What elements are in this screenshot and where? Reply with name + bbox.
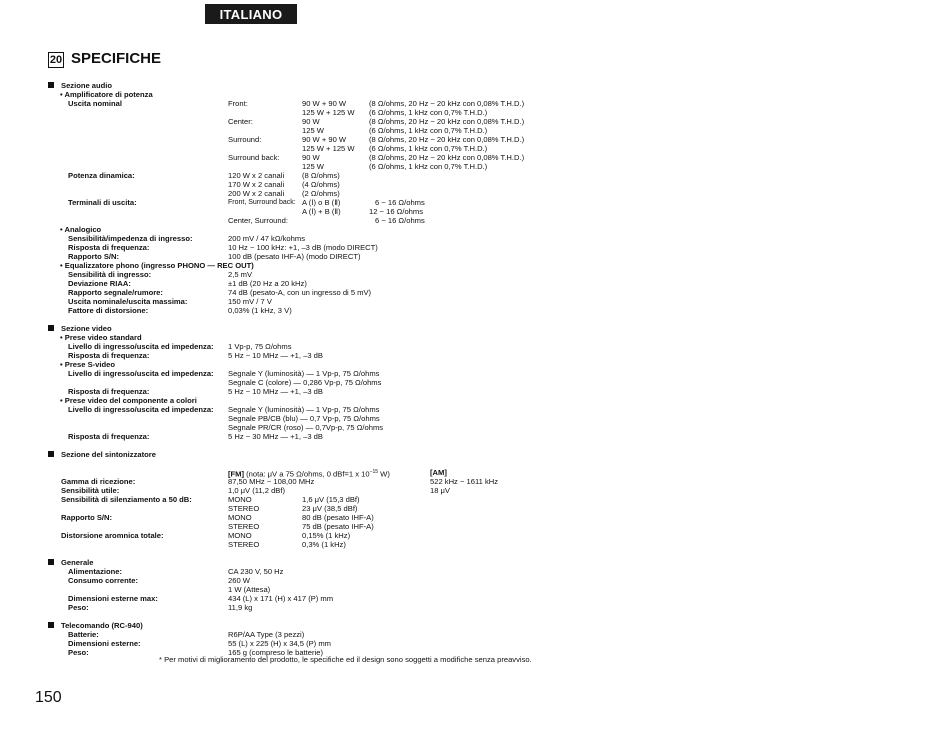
subheading: • Prese video del componente a colori [60,396,197,405]
spec-row: Livello di ingresso/uscita ed impedenza: Segnale Y (luminosità) — 1 Vp-p, 75 Ω/ohms [68,405,380,414]
spec-row: 1 W (Attesa) [228,585,271,594]
spec-row: STEREO 0,3% (1 kHz) [228,540,346,549]
spec-row: Livello di ingresso/uscita ed impedenza: Segnale Y (luminosità) — 1 Vp-p, 75 Ω/ohms [68,369,380,378]
spec-row: Segnale PR/CR (roso) — 0,7Vp-p, 75 Ω/ohms [228,423,384,432]
tuner-band-header: [FM] (nota: μV a 75 Ω/ohms, 0 dBf=1 x $10^{-15}$ W) [AM] [228,468,447,479]
subheading: • Analogico [60,225,102,234]
spec-row: Center: 90 W (8 Ω/ohms, 20 Hz ~ 20 kHz con 0,08% T.H.D.) [228,117,525,126]
spec-row: Rapporto S/N: MONO 80 dB (pesato IHF-A) [61,513,374,522]
spec-row: Potenza dinamica: 120 W x 2 canali (8 Ω/ohms) [68,171,340,180]
spec-row: Segnale C (colore) — 0,286 Vp-p, 75 Ω/ohms [228,378,382,387]
spec-row: Deviazione RIAA: ±1 dB (20 Hz a 20 kHz) [68,279,307,288]
bullet-square-icon [48,559,54,565]
spec-row: 125 W (6 Ω/ohms, 1 kHz con 0,7% T.H.D.) [302,126,488,135]
page-title: SPECIFICHE [71,50,162,67]
bullet-square-icon [48,325,54,331]
spec-row: 125 W + 125 W (6 Ω/ohms, 1 kHz con 0,7% T.H.D.) [302,144,488,153]
spec-row: Peso: 165 g (compreso le batterie) [68,648,323,657]
bullet-square-icon [48,451,54,457]
spec-row: Segnale PB/CB (blu) — 0,7 Vp-p, 75 Ω/ohms [228,414,380,423]
spec-row: Rapporto segnale/rumore: 74 dB (pesato-A, con un ingresso di 5 mV) [68,288,372,297]
bullet-square-icon [48,622,54,628]
footnote: * Per motivi di miglioramento del prodotto, le specifiche ed il design sono soggetti a modifiche senza preavviso. [159,655,532,664]
spec-row: Fattore di distorsione: 0,03% (1 kHz, 3 V) [68,306,292,315]
spec-row: STEREO 75 dB (pesato IHF-A) [228,522,374,531]
subheading: • Prese S-video [60,360,115,369]
spec-row: 200 W x 2 canali (2 Ω/ohms) [228,189,340,198]
spec-row: A (Ⅰ) + B (Ⅱ) 12 ~ 16 Ω/ohms [302,207,424,216]
spec-row: Peso: 11,9 kg [68,603,253,612]
subheading: • Equalizzatore phono (ingresso PHONO — REC OUT) [60,261,254,270]
spec-row: Risposta di frequenza: 5 Hz ~ 10 MHz — +1, –3 dB [68,387,323,396]
section-heading-audio: Sezione audio [0,81,950,90]
spec-row: Surround: 90 W + 90 W (8 Ω/ohms, 20 Hz ~ 20 kHz con 0,08% T.H.D.) [228,135,525,144]
section-heading-remote: Telecomando (RC-940) [0,621,950,630]
spec-content [0,81,950,657]
spec-row: Center, Surround: 6 ~ 16 Ω/ohms [228,216,425,225]
spec-row: Sensibilità di ingresso: 2,5 mV [68,270,253,279]
spec-row: Risposta di frequenza: 10 Hz ~ 100 kHz: +1, –3 dB (modo DIRECT) [68,243,378,252]
spec-row: Risposta di frequenza: 5 Hz ~ 30 MHz — +1, –3 dB [68,432,323,441]
spec-row: Risposta di frequenza: 5 Hz ~ 10 MHz — +1, –3 dB [68,351,323,360]
spec-row: 125 W (6 Ω/ohms, 1 kHz con 0,7% T.H.D.) [302,162,488,171]
section-number: 20 [49,54,63,66]
spec-row: Gamma di ricezione: 87,50 MHz ~ 108,00 MHz 522 kHz ~ 1611 kHz [61,477,499,486]
language-tab: ITALIANO [205,4,297,24]
spec-row: Dimensioni esterne: 55 (L) x 225 (H) x 34,5 (P) mm [68,639,331,648]
spec-row: Batterie: R6P/AA Type (3 pezzi) [68,630,305,639]
page-number: 150 [35,689,62,706]
subheading: • Amplificatore di potenza [60,90,153,99]
spec-row: Consumo corrente: 260 W [68,576,250,585]
spec-row: Distorsione aromnica totale: MONO 0,15% (1 kHz) [61,531,351,540]
subheading: • Prese video standard [60,333,142,342]
section-heading-video: Sezione video [0,324,950,333]
spec-row: Sensibilità utile: 1,0 μV (11,2 dBf) 18 μV [61,486,450,495]
spec-row: 125 W + 125 W (6 Ω/ohms, 1 kHz con 0,7% T.H.D.) [302,108,488,117]
spec-row: Surround back: 90 W (8 Ω/ohms, 20 Hz ~ 20 kHz con 0,08% T.H.D.) [228,153,525,162]
spec-row: Dimensioni esterne max: 434 (L) x 171 (H) x 417 (P) mm [68,594,334,603]
spec-row: 170 W x 2 canali (4 Ω/ohms) [228,180,340,189]
spec-row: STEREO 23 μV (38,5 dBf) [228,504,358,513]
spec-row: Uscita nominal Front: 90 W + 90 W (8 Ω/ohms, 20 Hz ~ 20 kHz con 0,08% T.H.D.) [68,99,525,108]
spec-row: Livello di ingresso/uscita ed impedenza: 1 Vp-p, 75 Ω/ohms [68,342,292,351]
spec-row: Terminali di uscita: Front, Surround back: A (Ⅰ) o B (Ⅱ) 6 ~ 16 Ω/ohms [68,198,425,207]
spec-row: Uscita nominale/uscita massima: 150 mV / 7 V [68,297,272,306]
section-heading-tuner: Sezione del sintonizzatore [0,450,950,459]
spec-row: Rapporto S/N: 100 dB (pesato IHF-A) (modo DIRECT) [68,252,361,261]
spec-row: Alimentazione: CA 230 V, 50 Hz [68,567,284,576]
spec-row: Sensibilità di silenziamento a 50 dB: MONO 1,6 μV (15,3 dBf) [61,495,360,504]
spec-row: Sensibilità/impedenza di ingresso: 200 mV / 47 kΩ/kohms [68,234,306,243]
bullet-square-icon [48,82,54,88]
section-heading-general: Generale [0,558,950,567]
